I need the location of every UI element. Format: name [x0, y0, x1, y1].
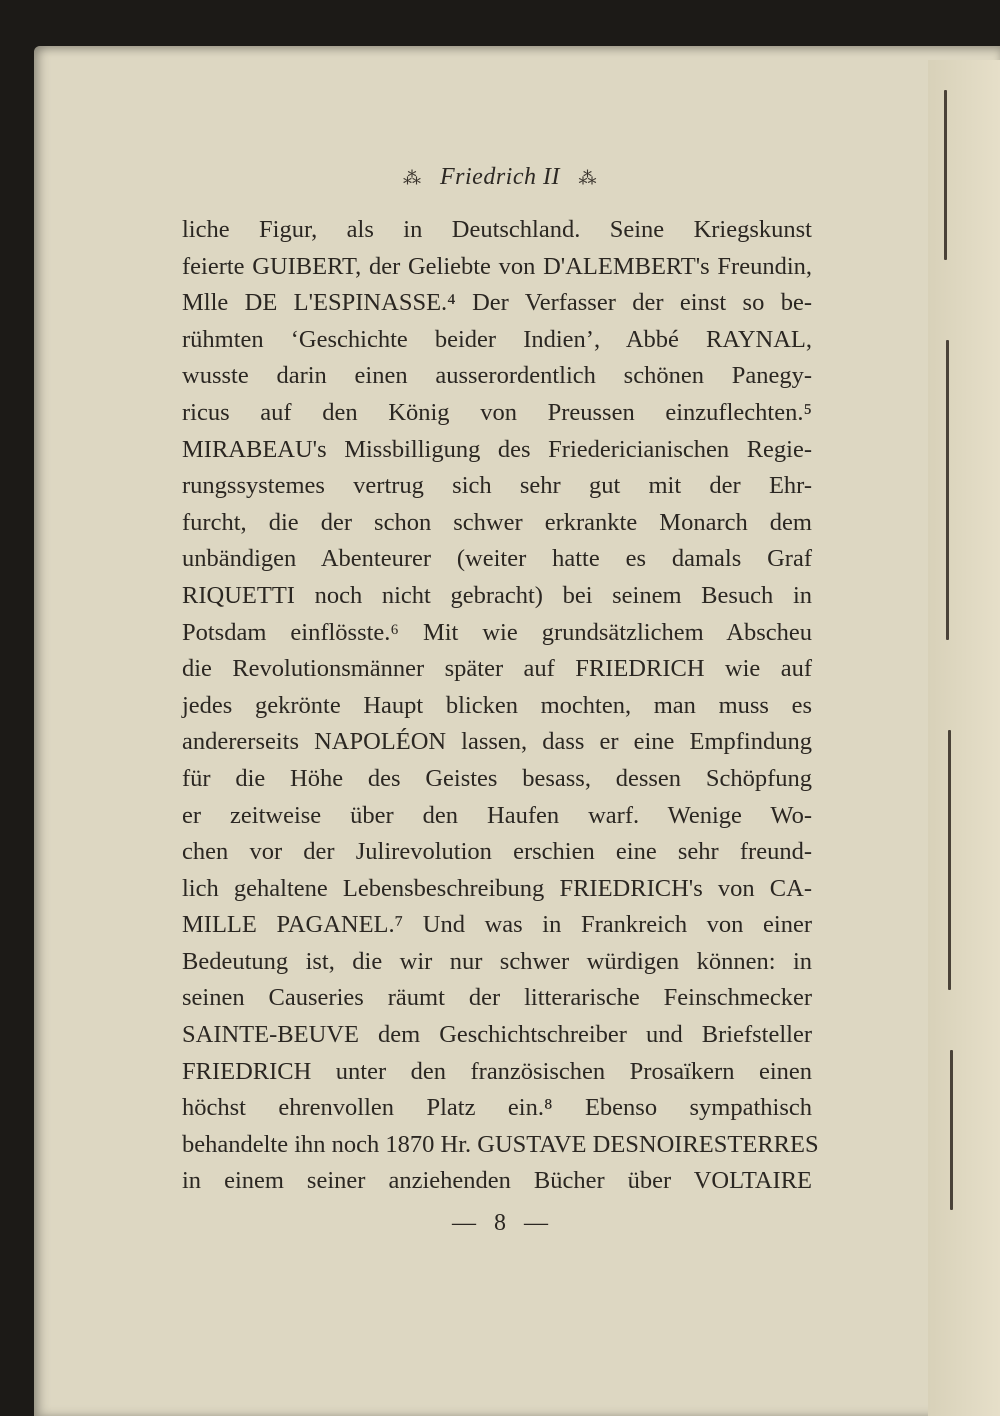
text-line: seinen Causeries räumt der litterarische Feinschmecker	[182, 984, 812, 1012]
text-line: rühmten ‘Geschichte beider Indien’, Abbé RAYNAL,	[182, 325, 812, 353]
text-line: feierte GUIBERT, der Geliebte von D'ALEMBERT's Freundin,	[182, 252, 812, 280]
text-line: jedes gekrönte Haupt blicken mochten, man muss es	[182, 691, 812, 719]
text-line: behandelte ihn noch 1870 Hr. GUSTAVE DESNOIRESTERRES	[182, 1130, 819, 1158]
text-line: lich gehaltene Lebensbeschreibung FRIEDRICH's von CA-	[182, 874, 812, 902]
ornament-right-icon: ⁂	[578, 168, 597, 188]
text-line: wusste darin einen ausserordentlich schönen Panegy-	[182, 362, 812, 390]
header-title: Friedrich II	[440, 164, 560, 190]
text-line: höchst ehrenvollen Platz ein.⁸ Ebenso sympathisch	[182, 1094, 812, 1122]
text-line: ricus auf den König von Preussen einzuflechten.⁵	[182, 398, 812, 426]
text-line: furcht, die der schon schwer erkrankte Monarch dem	[182, 508, 812, 536]
text-line: RIQUETTI noch nicht gebracht) bei seinem Besuch in	[182, 581, 812, 609]
text-line: für die Höhe des Geistes besass, dessen Schöpfung	[182, 764, 812, 792]
page-number-dash-left: —	[452, 1210, 476, 1236]
text-line: rungssystemes vertrug sich sehr gut mit der Ehr-	[182, 472, 812, 500]
ornament-left-icon: ⁂	[403, 168, 422, 188]
text-line: in einem seiner anziehenden Bücher über VOLTAIRE	[182, 1167, 812, 1195]
page-number-dash-right: —	[524, 1210, 548, 1236]
binding-stitch	[950, 1050, 953, 1210]
page-footer	[0, 1210, 1000, 1237]
text-line: FRIEDRICH unter den französischen Prosaïkern einen	[182, 1057, 812, 1085]
text-line: er zeitweise über den Haufen warf. Wenige Wo-	[182, 801, 812, 829]
page-number: 8	[494, 1210, 506, 1236]
text-line: die Revolutionsmänner später auf FRIEDRICH wie auf	[182, 655, 812, 683]
running-header	[0, 164, 1000, 191]
text-line: Mlle DE L'ESPINASSE.⁴ Der Verfasser der einst so be-	[182, 289, 812, 317]
body-text	[182, 212, 819, 1200]
text-line: liche Figur, als in Deutschland. Seine Kriegskunst	[182, 216, 812, 243]
text-line: MIRABEAU's Missbilligung des Friedericianischen Regie-	[182, 435, 812, 463]
text-line: SAINTE-BEUVE dem Geschichtschreiber und Briefsteller	[182, 1021, 812, 1049]
text-line: Potsdam einflösste.⁶ Mit wie grundsätzlichem Abscheu	[182, 618, 812, 646]
text-line: unbändigen Abenteurer (weiter hatte es damals Graf	[182, 545, 812, 573]
text-line: andererseits NAPOLÉON lassen, dass er eine Empfindung	[182, 728, 812, 756]
binding-stitch	[948, 730, 951, 990]
text-line: chen vor der Julirevolution erschien eine sehr freund-	[182, 838, 812, 866]
binding-stitch	[946, 340, 949, 640]
text-line: MILLE PAGANEL.⁷ Und was in Frankreich von einer	[182, 911, 812, 939]
text-line: Bedeutung ist, die wir nur schwer würdigen können: in	[182, 947, 812, 975]
